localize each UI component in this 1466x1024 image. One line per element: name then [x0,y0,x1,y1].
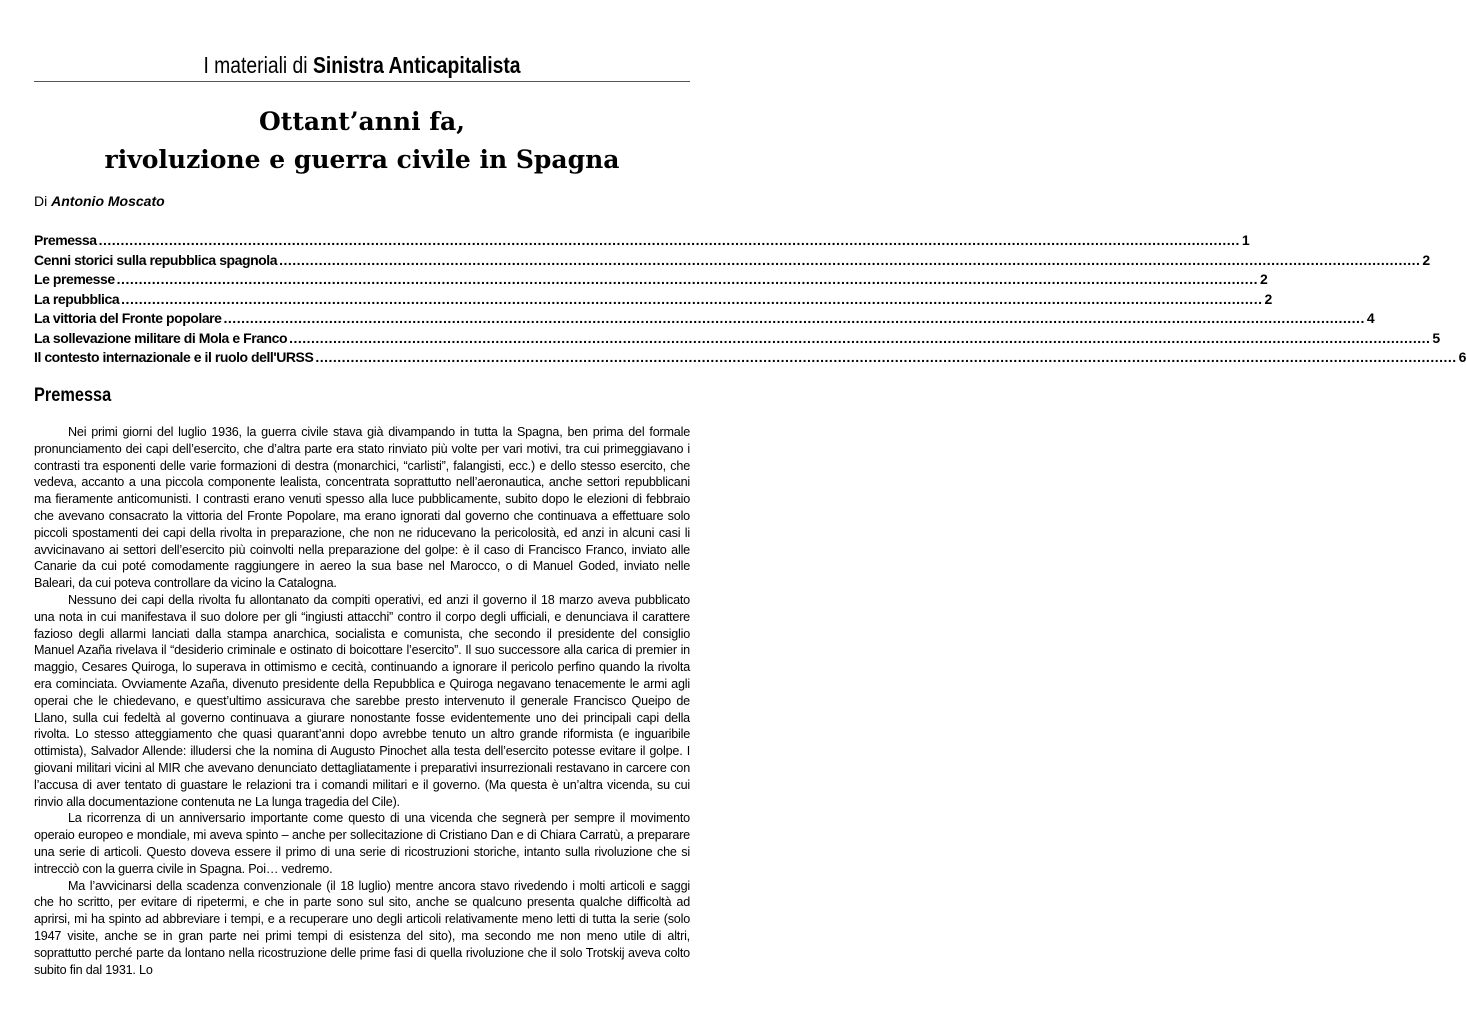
toc-entry-label[interactable]: La sollevazione militare di Mola e Franco [34,329,288,346]
toc-leader-dots: .................................................................................................................................................................................................................................................................... [315,349,1457,365]
body-paragraph: La ricorrenza di un anniversario importante come questo di una vicenda che segnerà per sempre il movimento operaio europeo e mondiale, mi aveva spinto – anche per sollecitazione di Cristiano Dan e di Chiara Carratù, a preparare una serie di articoli. Questo doveva essere il primo di una serie di ricostruzioni storiche, intanto sulla rivoluzione che si intrecciò con la guerra civile in Spagna. Poi… vedremo. [34,811,690,876]
toc-entry-page[interactable]: 1 [1241,232,1250,248]
section-body [34,424,690,978]
section-heading: Premessa [34,385,112,406]
masthead-divider [34,81,690,82]
toc-entry[interactable] [34,271,1268,291]
document-title [20,103,704,179]
toc-entry-page[interactable]: 2 [1259,271,1268,287]
toc-entry-page[interactable]: 6 [1458,349,1466,365]
toc-entry-page[interactable]: 2 [1422,251,1431,268]
toc-entry-page[interactable]: 4 [1366,310,1375,326]
toc-entry-label[interactable]: Cenni storici sulla repubblica spagnola [34,251,278,268]
masthead-brand: Sinistra Anticapitalista [312,52,521,78]
toc-entry-page[interactable]: 5 [1432,329,1441,346]
toc-entry-page[interactable]: 2 [1264,290,1273,307]
masthead-prefix: I materiali di [203,52,308,78]
toc-leader-dots: .................................................................................................................................................................................................................................................................... [121,290,1263,307]
toc-entry[interactable] [34,310,1375,330]
toc-leader-dots: .................................................................................................................................................................................................................................................................... [116,271,1258,287]
title-line-2: rivoluzione e guerra civile in Spagna [104,145,620,174]
toc-entry[interactable] [34,290,1273,311]
body-paragraph: Ma l’avvicinarsi della scadenza convenzionale (il 18 luglio) mentre ancora stavo rivedendo i molti articoli e saggi che ho scritto, per evitare di ripetermi, e che in parte sono sul sito, anche se qualcuno presenta qualche difficoltà ad aprirsi, mi ha spinto ad abbreviare i tempi, e a recuperare uno degli articoli relativamente meno letti di tutta la serie (solo 1947 visite, anche se in gran parte nei primi tempi di esistenza del sito), ma secondo me non meno utile di altri, soprattutto perché parte da lontano nella ricostruzione delle prime fasi di quella rivoluzione che il solo Trotskij aveva colto subito fin dal 1931. Lo [34,878,690,977]
toc-leader-dots: .................................................................................................................................................................................................................................................................... [98,232,1240,248]
byline-author: Antonio Moscato [51,193,165,209]
toc-entry[interactable] [34,329,1441,350]
toc-leader-dots: .................................................................................................................................................................................................................................................................... [279,251,1421,268]
byline-prefix: Di [34,193,48,209]
table-of-contents [34,232,1466,369]
body-paragraph: Nessuno dei capi della rivolta fu allontanato da compiti operativi, ed anzi il governo il 18 marzo aveva pubblicato una nota in cui manifestava il suo dolore per gli “ingiusti attacchi” contro il corpo degli ufficiali, e denunciava il carattere fazioso degli allarmi lanciati dalla stampa anarchica, socialista e comunista, che secondo il presidente del consiglio Manuel Azaña rivelava il “desiderio criminale e ostinato di boicottare l’esercito”. Il suo successore alla carica di premier in maggio, Cesares Quiroga, lo superava in ottimismo e cecità, continuando a ignorare il pericolo perfino quando la rivolta era cominciata. Ovviamente Azaña, divenuto presidente della Repubblica e Quiroga negavano tenacemente le armi agli operai che le chiedevano, e quest’ultimo assicurava che sarebbe presto intervenuto il generale Francisco Queipo de Llano, sulla cui fedeltà al governo continuava a giurare nonostante fosse evidentemente uno dei principali capi della rivolta. Lo stesso atteggiamento che quasi quarant’anni dopo avrebbe tenuto un altro grande riformista (e inguaribile ottimista), Salvador Allende: illudersi che la nomina di Augusto Pinochet alla testa dell’esercito potesse evitare il golpe. I giovani militari vicini al MIR che avevano denunciato dettagliatamente i preparativi insurrezionali restavano in carcere con l’accusa di aver tentato di guastare le relazioni tra i comandi militari e il governo. (Ma questa è un’altra vicenda, su cui rinvio alla documentazione contenuta ne La lunga tragedia del Cile). [34,592,690,809]
toc-entry-label[interactable]: Il contesto internazionale e il ruolo dell'URSS [34,349,314,365]
byline [34,191,165,211]
toc-entry-label[interactable]: La repubblica [34,290,120,307]
toc-entry[interactable] [34,251,1431,272]
masthead [86,50,637,80]
toc-entry-label[interactable]: La vittoria del Fronte popolare [34,310,222,326]
toc-entry[interactable] [34,232,1250,252]
toc-entry[interactable] [34,349,1466,369]
toc-leader-dots: .................................................................................................................................................................................................................................................................... [223,310,1365,326]
toc-entry-label[interactable]: Le premesse [34,271,115,287]
title-line-1: Ottant’anni fa, [259,107,465,136]
toc-entry-label[interactable]: Premessa [34,232,97,248]
toc-leader-dots: .................................................................................................................................................................................................................................................................... [289,329,1431,346]
body-paragraph: Nei primi giorni del luglio 1936, la guerra civile stava già divampando in tutta la Spagna, ben prima del formale pronunciamento dei capi dell’esercito, che d’altra parte era stato rinviato più volte per vari motivi, tra cui primeggiavano i contrasti tra esponenti delle varie formazioni di destra (monarchici, “carlisti”, falangisti, ecc.) e dello stesso esercito, che vedeva, accanto a una piccola componente lealista, concentrata soprattutto nell’aeronautica, anche settori repubblicani ma fieramente anticomunisti. I contrasti erano venuti spesso alla luce pubblicamente, subito dopo le elezioni di febbraio che avevano consacrato la vittoria del Fronte Popolare, ma erano ignorati dal governo che continuava a effettuare solo piccoli spostamenti dei capi della rivolta in preparazione, che non ne riducevano la pericolosità, ed anzi in alcuni casi li avvicinavano ai settori dell’esercito più coinvolti nella preparazione del golpe: è il caso di Francisco Franco, inviato alle Canarie da cui poté comodamente raggiungere in aereo la sua base nel Marocco, o di Manuel Goded, inviato nelle Baleari, da cui poteva controllare da vicino la Catalogna. [34,425,690,591]
